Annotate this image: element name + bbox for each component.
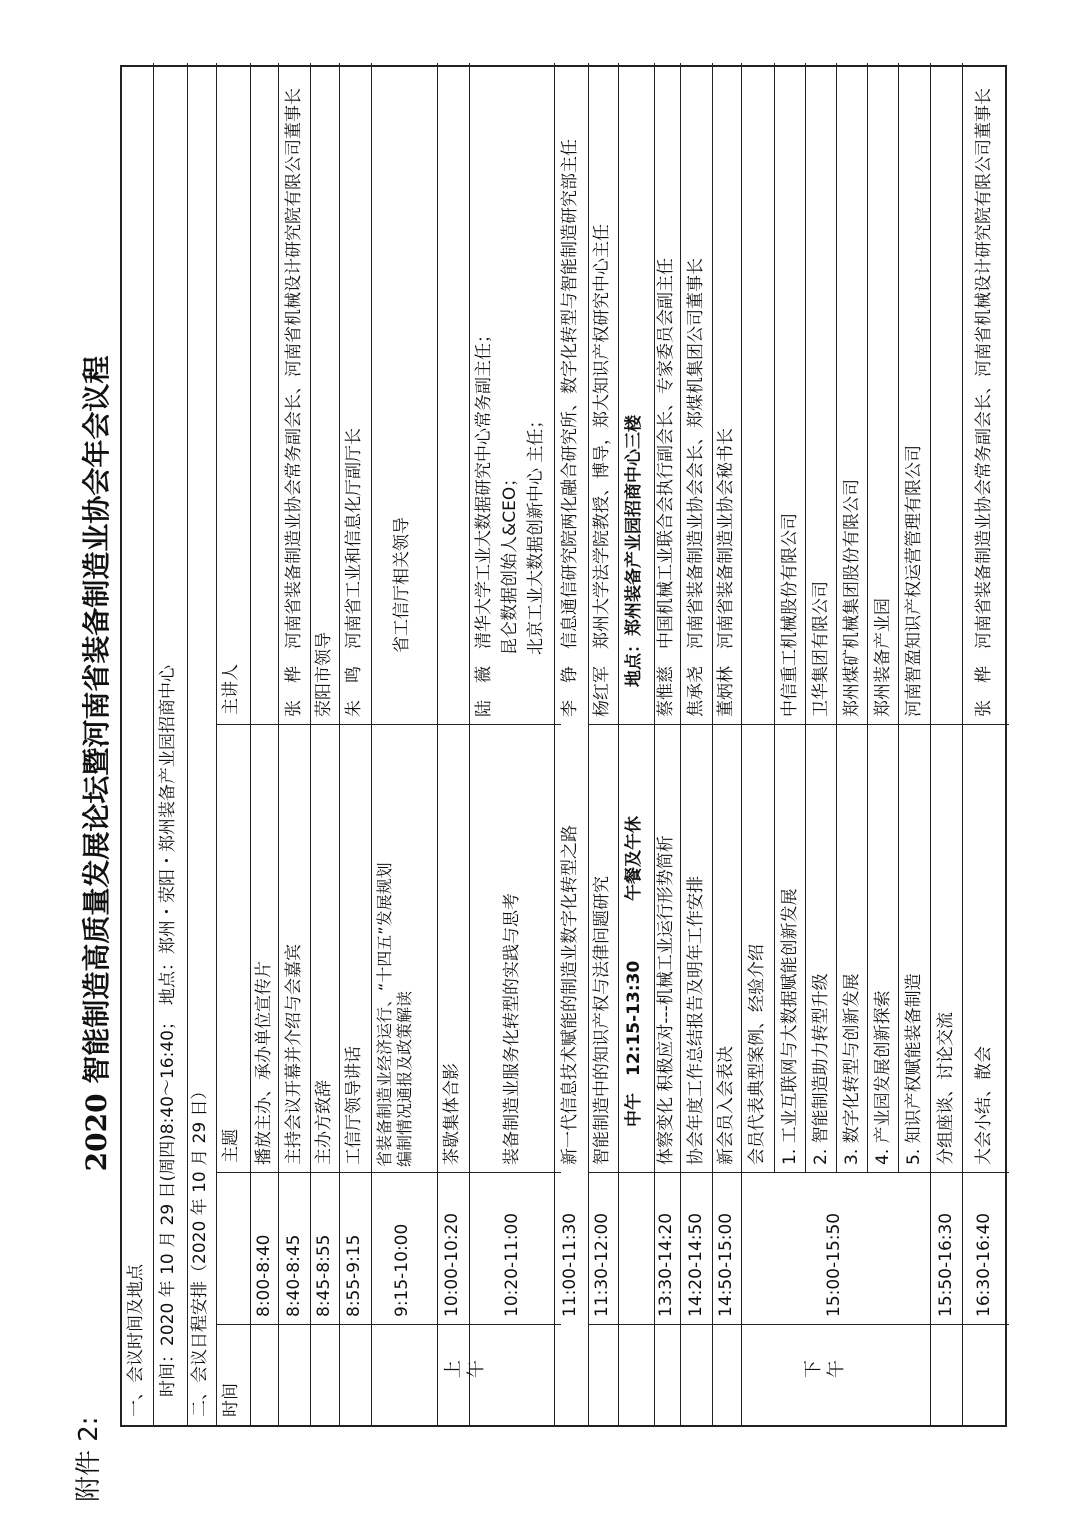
row-time: 13:30-14:20	[656, 1212, 676, 1317]
row-topic: 体察变化 积极应对---机械工业运行形势简析	[656, 835, 676, 1165]
row-speaker: 杨红军 郑州大学法学院教授、博导，郑大知识产权研究中心主任	[592, 224, 612, 717]
rule	[310, 63, 311, 1425]
row-speaker: 北京工业大数据创新中心 主任；	[526, 411, 546, 655]
attachment-label: 附件 2:	[74, 1416, 104, 1502]
col-speaker-header: 主讲人	[221, 664, 241, 715]
afternoon-label-char: 午	[826, 1360, 848, 1378]
row-topic: 装备制造业服务化转型的实践与思考	[502, 893, 522, 1165]
row-speaker: 昆仑数据创始人&CEO；	[500, 469, 520, 655]
case-speaker: 卫华集团有限公司	[811, 581, 831, 717]
case-topic: 4. 产业园发展创新探索	[873, 990, 893, 1165]
rule	[588, 724, 1009, 725]
row-topic: 新一代信息技术赋能的制造业数字化转型之路	[560, 825, 580, 1165]
rule	[216, 1324, 561, 1325]
row-speaker: 省工信厅相关领导	[392, 517, 412, 653]
row-topic: 工信厅领导讲话	[344, 1046, 364, 1165]
row-time: 8:45-8:55	[314, 1234, 334, 1317]
topic-line: 省装备制造业经济运行、“十四五”发展规划	[375, 862, 394, 1167]
row-time: 8:00-8:40	[254, 1234, 274, 1317]
topic-line: 编制情况通报及政策解读	[395, 990, 414, 1167]
rule	[216, 1172, 561, 1173]
row-speaker: 蔡惟慈 中国机械工业联合会执行副会长、专家委员会副主任	[656, 258, 676, 717]
rule	[836, 63, 837, 1173]
row-time: 8:40-8:45	[284, 1234, 304, 1317]
row-topic	[375, 727, 415, 1167]
row-topic: 主办方致辞	[314, 1080, 334, 1165]
rule	[216, 724, 561, 725]
rule	[898, 63, 899, 1173]
row-topic: 分组座谈、讨论交流	[936, 1012, 956, 1165]
row-time: 16:30-16:40	[974, 1212, 994, 1317]
meeting-place: 地点：郑州・荥阳・郑州装备产业园招商中心	[158, 665, 178, 1005]
morning-label-char: 上	[443, 1360, 464, 1378]
case-topic: 2. 智能制造助力转型升级	[811, 973, 831, 1165]
rule	[805, 63, 806, 1173]
row-topic: 主持会议开幕并介绍与会嘉宾	[284, 944, 304, 1165]
col-time-header: 时间	[221, 1383, 241, 1417]
rule	[654, 63, 655, 1425]
row-topic: 茶歇集体合影	[442, 1063, 462, 1165]
row-speaker: 陆 薇 清华大学工业大数据研究中心常务副主任；	[474, 326, 494, 717]
row-topic: 大会小结、散会	[974, 1046, 994, 1165]
rule	[250, 63, 251, 1425]
rule	[962, 63, 963, 1425]
rule	[774, 63, 775, 1173]
morning-label	[442, 1357, 489, 1381]
rule	[278, 63, 279, 1425]
rule	[469, 63, 470, 1425]
rule	[216, 63, 217, 1425]
case-topic: 1. 工业互联网与大数据赋能创新发展	[780, 888, 800, 1165]
row-speaker: 张 桦 河南省装备制造业协会常务副会长、河南省机械设计研究院有限公司董事长	[284, 88, 304, 717]
afternoon-label	[802, 1357, 849, 1381]
case-topic: 3. 数字化转型与创新发展	[842, 973, 862, 1165]
rule	[680, 63, 681, 1425]
row-time: 15:00-15:50	[824, 1212, 844, 1317]
row-time: 11:30-12:00	[592, 1212, 612, 1317]
row-topic: 协会年度工作总结报告及明年工作安排	[686, 876, 706, 1165]
row-speaker: 焦承尧 河南省装备制造业协会会长、郑煤机集团公司董事长	[686, 258, 706, 717]
case-speaker: 中信重工机械股份有限公司	[780, 513, 800, 717]
afternoon-label-char: 下	[803, 1360, 824, 1378]
noon-time: 中午 12:15-13:30	[624, 960, 644, 1127]
rule	[588, 1172, 1009, 1173]
section1-heading: 一、会议时间及地点	[126, 1264, 146, 1417]
row-time: 15:50-16:30	[936, 1212, 956, 1317]
cases-header: 会员代表典型案例、经验介绍	[747, 944, 767, 1165]
rule	[437, 63, 438, 1425]
rule	[339, 63, 340, 1425]
col-topic-header: 主题	[221, 1129, 241, 1163]
row-topic: 智能制造中的知识产权与法律问题研究	[592, 876, 612, 1165]
rule	[554, 63, 555, 1425]
noon-place: 地点：郑州装备产业园招商中心三楼	[624, 415, 644, 687]
rule	[867, 63, 868, 1173]
case-speaker: 郑州煤矿机械集团股份有限公司	[842, 479, 862, 717]
row-time: 14:20-14:50	[686, 1212, 706, 1317]
morning-label-char: 午	[466, 1360, 488, 1378]
schedule-table	[120, 65, 1007, 1427]
row-topic: 新会员入会表决	[716, 1046, 736, 1165]
row-topic: 播放主办、承办单位宣传片	[254, 961, 274, 1165]
row-speaker: 李 铮 信息通信研究院两化融合研究所、数字化转型与智能制造研究部主任	[560, 139, 580, 717]
rule	[187, 63, 188, 1425]
row-speaker: 朱 鸣 河南省工业和信息化厅副厅长	[344, 428, 364, 717]
case-speaker: 河南智盈知识产权运营管理有限公司	[904, 445, 924, 717]
rule	[588, 1324, 1009, 1325]
noon-topic: 午餐及午休	[624, 816, 644, 901]
rule	[712, 63, 713, 1425]
case-topic: 5. 知识产权赋能装备制造	[904, 973, 924, 1165]
rule	[153, 63, 154, 1425]
row-speaker: 董炳林 河南省装备制造业协会秘书长	[716, 428, 736, 717]
row-time: 10:00-10:20	[442, 1212, 462, 1317]
rule	[618, 63, 619, 1425]
row-time: 14:50-15:00	[716, 1212, 736, 1317]
row-time: 10:20-11:00	[502, 1212, 522, 1317]
rule	[371, 63, 372, 1425]
row-time: 11:00-11:30	[560, 1212, 580, 1317]
row-time: 8:55-9:15	[344, 1234, 364, 1317]
row-speaker: 荥阳市领导	[314, 632, 334, 717]
rule	[741, 63, 742, 1425]
section2-heading: 二、会议日程安排（2020 年 10 月 29 日）	[190, 1082, 210, 1417]
rule	[930, 63, 931, 1425]
meeting-time: 时间：2020 年 10 月 29 日(周四)8:40～16:40；	[158, 1013, 178, 1397]
document-title: 2020 智能制造高质量发展论坛暨河南省装备制造业协会年会议程	[80, 355, 113, 1172]
rule	[588, 63, 589, 1425]
row-speaker: 张 桦 河南省装备制造业协会常务副会长、河南省机械设计研究院有限公司董事长	[974, 88, 994, 717]
case-speaker: 郑州装备产业园	[873, 598, 893, 717]
row-time: 9:15-10:00	[392, 1223, 412, 1317]
